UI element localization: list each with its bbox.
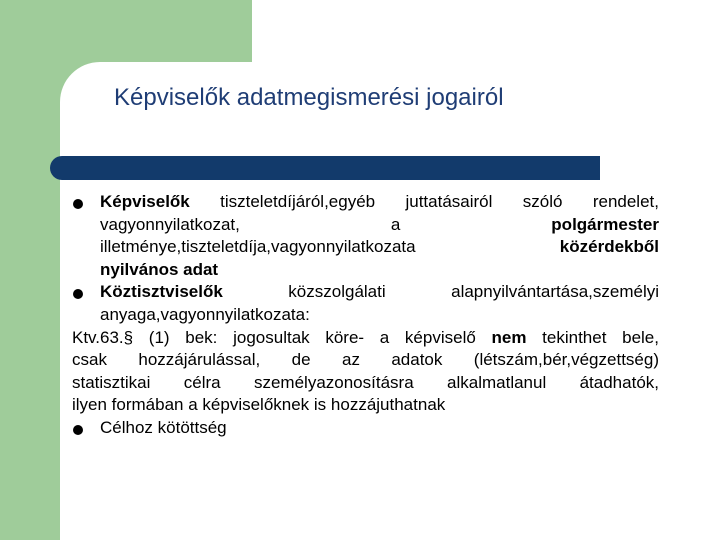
bullet-text [100, 191, 659, 281]
text: anyaga,vagyonnyilatkozata: [100, 304, 310, 324]
bold-text: közérdekből [559, 237, 659, 257]
bold-text: Képviselők [100, 192, 190, 211]
text-line [100, 259, 659, 282]
body-paragraph [72, 327, 659, 417]
title-underline-bar [50, 156, 600, 180]
bullet-icon [73, 289, 83, 299]
bullet-item [72, 191, 659, 281]
text: tekinthet bele, [526, 327, 659, 347]
bold-text: Köztisztviselők [100, 282, 223, 302]
text: tiszteletdíjáról,egyéb juttatásairól szóló rendelet, [189, 192, 659, 211]
bullet-text [100, 281, 659, 326]
text-line [72, 394, 659, 417]
text-line [100, 191, 659, 214]
text-line [72, 349, 659, 372]
text-line [72, 372, 659, 395]
bullet-icon [73, 425, 83, 435]
text: csak hozzájárulással, de az adatok (létszám,bér,végzettség) [72, 350, 659, 370]
bold-text: polgármester [551, 214, 659, 234]
green-background-left [0, 0, 60, 540]
text-line [100, 281, 659, 304]
bullet-icon [73, 199, 83, 209]
bold-text: nyilvános adat [100, 259, 219, 279]
slide-body [72, 191, 659, 440]
text: illetménye,tiszteletdíja,vagyonnyilatkozata [100, 237, 560, 257]
bullet-text: Célhoz kötöttség [100, 417, 227, 437]
text-line [100, 236, 659, 259]
text: ilyen formában a képviselőknek is hozzájuthatnak [72, 395, 446, 415]
text: vagyonnyilatkozat, a [100, 214, 552, 234]
bold-text: nem [491, 327, 527, 347]
slide-title: Képviselők adatmegismerési jogairól [114, 84, 504, 111]
text: közszolgálati alapnyilvántartása,személyi [222, 282, 659, 302]
text-line [100, 304, 659, 327]
text: statisztikai célra személyazonosításra alkalmatlanul átadhatók, [72, 372, 659, 392]
bullet-item [72, 417, 659, 440]
text-line [100, 214, 659, 237]
bullet-item [72, 281, 659, 326]
text: Ktv.63.§ (1) bek: jogosultak köre- a képviselő [72, 327, 492, 347]
text-line [72, 327, 659, 350]
